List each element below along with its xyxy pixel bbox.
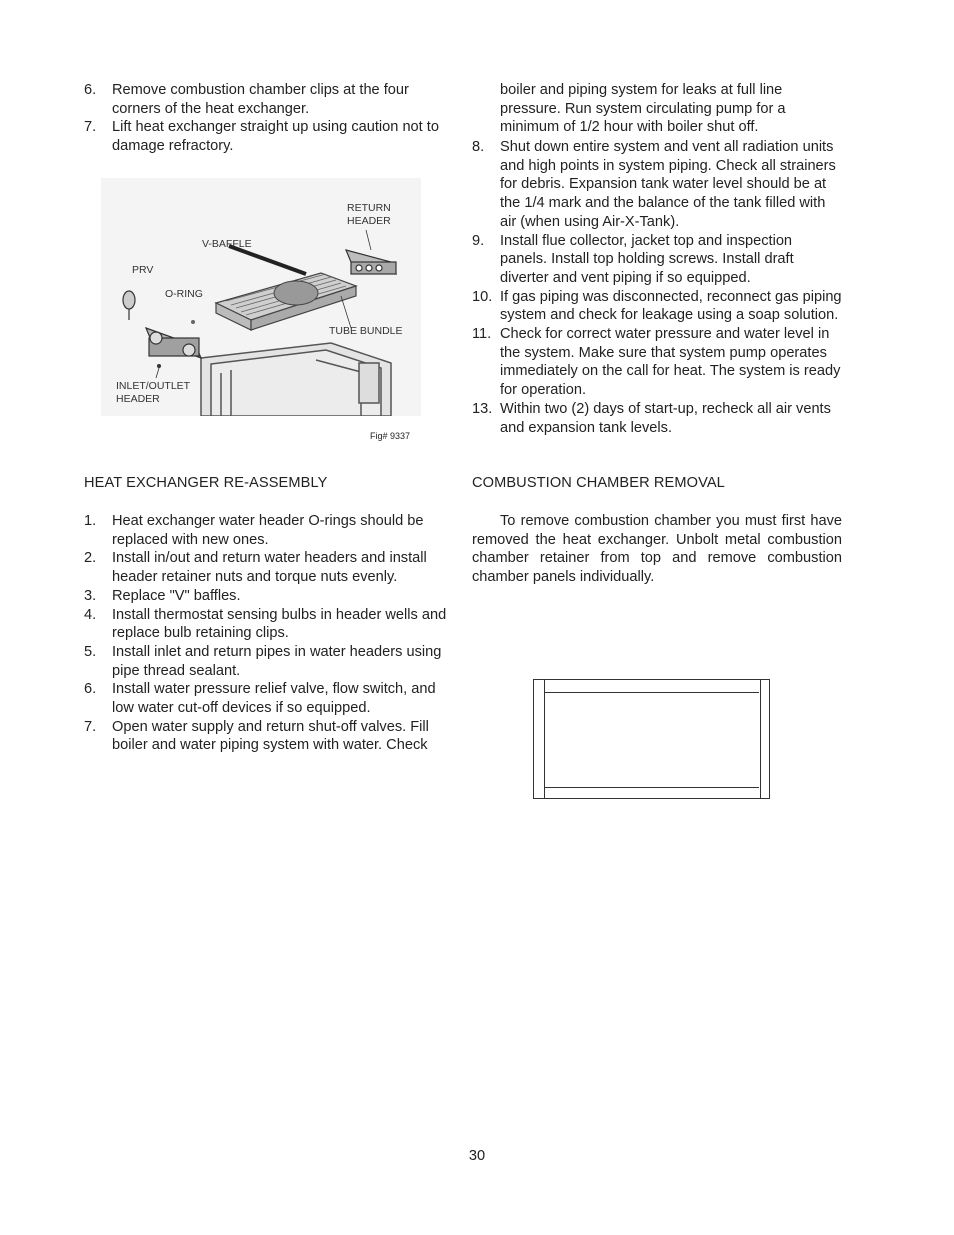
list-item xyxy=(472,288,842,325)
item-number: 4. xyxy=(84,606,97,623)
heat-exchanger-figure xyxy=(101,178,421,416)
item-number: 6. xyxy=(84,82,97,98)
item-number: 9. xyxy=(472,232,485,249)
item-text: Replace "V" baffles. xyxy=(112,587,241,604)
item-text: Install water pressure relief valve, flow switch, and low water cut-off devices if so equipped. xyxy=(112,681,436,717)
list-item xyxy=(84,81,456,118)
item-number: 8. xyxy=(472,139,485,155)
list-item xyxy=(84,680,456,717)
tube-bundle-label: TUBE BUNDLE xyxy=(329,325,403,337)
item-number: 7. xyxy=(84,718,97,735)
inlet-outlet-header-label-line2: HEADER xyxy=(116,393,160,405)
item-number: 10. xyxy=(472,288,493,305)
item-text: Heat exchanger water header O-rings should be replaced with new ones. xyxy=(112,513,424,548)
list-item xyxy=(84,587,456,606)
continued-step-text: boiler and piping system for leaks at full line pressure. Run system circulating pump for a minimum of 1/2 hour with boiler shut off. xyxy=(500,82,786,136)
page-number: 30 xyxy=(468,1148,486,1164)
item-number: 1. xyxy=(84,513,97,529)
v-baffle-label: V-BAFFLE xyxy=(202,238,252,250)
combustion-heading: COMBUSTION CHAMBER REMOVAL xyxy=(472,475,725,491)
item-text: Open water supply and return shut-off valves. Fill boiler and water piping system with water. Check xyxy=(112,718,429,754)
startup-steps-list xyxy=(472,138,842,437)
item-number: 7. xyxy=(84,119,97,136)
list-item xyxy=(84,118,456,155)
list-item xyxy=(472,232,842,288)
item-text: If gas piping was disconnected, reconnect gas piping system and check for leakage using a soap solution. xyxy=(500,288,842,324)
list-item xyxy=(84,549,456,586)
o-ring-label: O-RING xyxy=(165,288,203,300)
item-number: 3. xyxy=(84,587,97,604)
item-number: 2. xyxy=(84,550,97,567)
item-number: 6. xyxy=(84,681,97,698)
item-number: 13. xyxy=(472,400,493,417)
frame-bottom-rule xyxy=(544,787,759,788)
item-text: Within two (2) days of start-up, recheck all air vents and expansion tank levels. xyxy=(500,400,831,436)
heat-exchanger-diagram xyxy=(101,178,421,416)
item-text: Shut down entire system and vent all radiation units and high points in system piping. Check all strainers for debris. Expansion tank water level should be at the 1/4 mark and the balance of the tank filled with air (when using Air-X-Tank). xyxy=(500,139,836,230)
prv-label: PRV xyxy=(132,264,154,276)
combustion-paragraph: To remove combustion chamber you must first have removed the heat exchanger. Unbolt metal combustion chamber retainer from top and remove combustion chamber panels individually. xyxy=(472,513,842,586)
list-item xyxy=(472,400,842,437)
frame-inner xyxy=(544,680,761,798)
item-number: 5. xyxy=(84,643,97,660)
list-item xyxy=(472,325,842,400)
reassembly-heading: HEAT EXCHANGER RE-ASSEMBLY xyxy=(84,475,328,491)
item-text: Check for correct water pressure and water level in the system. Make sure that system pump operates immediately on the call for heat. The system is ready for operation. xyxy=(500,326,841,399)
reassembly-steps-list xyxy=(84,512,456,755)
list-item xyxy=(472,138,842,232)
frame-top-rule xyxy=(544,692,759,693)
return-header-label: RETURN xyxy=(347,202,391,214)
list-item xyxy=(84,643,456,680)
item-text: Install flue collector, jacket top and inspection panels. Install top holding screws. Install draft diverter and vent piping if so equipped. xyxy=(500,232,794,286)
return-header-label-line2: HEADER xyxy=(347,215,391,227)
figure-caption: Fig# 9337 xyxy=(370,431,411,441)
item-text: Install in/out and return water headers and install header retainer nuts and torque nuts evenly. xyxy=(112,550,427,586)
list-item xyxy=(84,718,456,755)
item-number: 11. xyxy=(472,326,492,343)
item-text: Install inlet and return pipes in water headers using pipe thread sealant. xyxy=(112,643,442,679)
item-text: Lift heat exchanger straight up using caution not to damage refractory. xyxy=(112,119,439,155)
list-item xyxy=(84,606,456,643)
list-item xyxy=(84,512,456,549)
empty-frame-box xyxy=(533,679,770,799)
item-text: Remove combustion chamber clips at the four corners of the heat exchanger. xyxy=(112,82,409,117)
removal-steps-list xyxy=(84,81,456,156)
item-text: Install thermostat sensing bulbs in header wells and replace bulb retaining clips. xyxy=(112,606,447,642)
inlet-outlet-header-label: INLET/OUTLET xyxy=(116,380,191,392)
